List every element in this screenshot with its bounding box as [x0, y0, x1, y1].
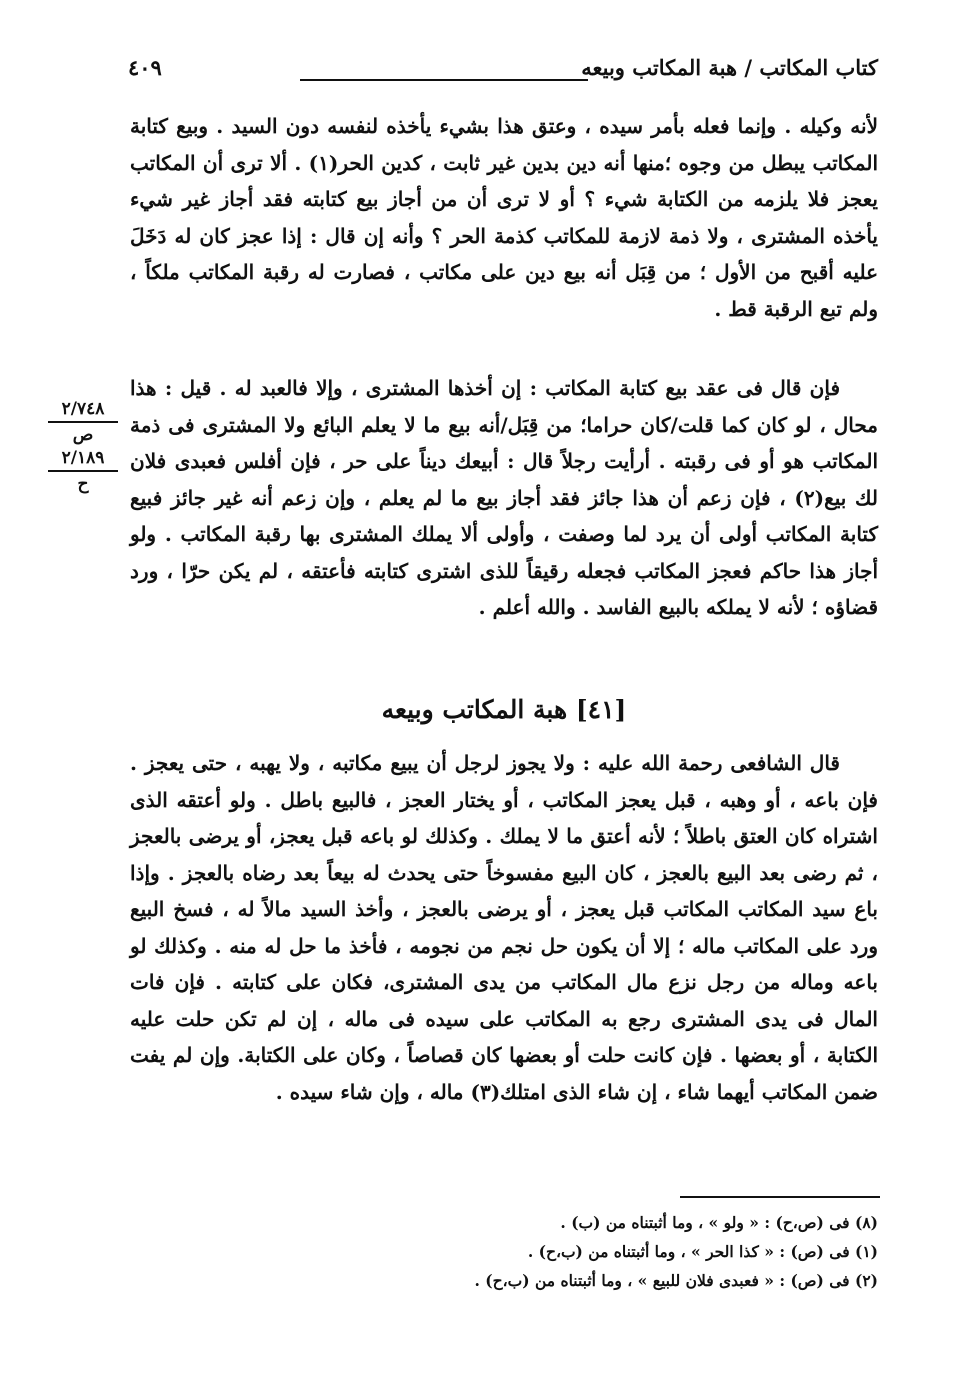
page-number: ٤٠٩ [128, 55, 162, 80]
footnote-1: (٨) فى (ص،ح) : « ولو » ، وما أثبتناه من (ب) . [560, 1213, 878, 1232]
margin-ref-1: ٢/٧٤٨ [48, 398, 118, 423]
paragraph-3 [130, 745, 878, 1110]
header-rule [300, 79, 588, 81]
running-header [128, 55, 878, 95]
margin-sig-1: ص [72, 425, 94, 445]
section-title: [٤١] هبة المكاتب وبيعه [381, 695, 627, 724]
paragraph-1: لأنه وكيله . وإنما فعله بأمر سيده ، وعتق هذا بشيء يأخذه لنفسه دون السيد . وبيع كتابة المكاتب يبطل من وجوه ؛منها أنه دين بدين غير ثابت ، كدين الحر(١) . ألا ترى أن المكاتب يعجز فلا يلزمه من الكتابة شيء ؟ أو لا ترى أن من أجاز بيع كتابته فقد أجاز غير شيء يأخذه المشترى ، ولا ذمة لازمة للمكاتب كذمة الحر ؟ وأنه إن قال : إذا عجز كان له دَخَلَ عليه أقبح من الأول ؛ من قِبَل أنه بيع دين على مكاتب ، فصارت له رقبة المكاتب ملكاً ، ولم تبع الرقبة قط . [130, 114, 878, 321]
footnotes [300, 1208, 878, 1295]
footnote-rule [680, 1196, 880, 1198]
header-title: كتاب المكاتب / هبة المكاتب وبيعه [581, 55, 878, 80]
paragraph-3-lead: قال الشافعى [730, 751, 840, 775]
paragraph-2: فإن قال فى عقد بيع كتابة المكاتب : إن أخذها المشترى ، وإلا فالعبد له . قيل : هذا محال ، لو كان كما قلت/كان حراما؛ من قِبَل/أنه بيع ما لا يعلم البائع ولا المشترى فى ذمة المكاتب هو أو فى رقبته . أرأيت رجلاً قال : أبيعك ديناً على حر ، فإن أفلس فعبدى فلان لك بيع(٢) ، فإن زعم أن هذا جائز فقد أجاز بيع ما لم يعلم ، وإن زعم أنه غير جائز فبيع كتابة المكاتب أولى أن يرد لما وصفت ، وأولى ألا يملك المشترى بها رقبة المكاتب . ولو أجاز هذا حاكم فعجز المكاتب فجعله رقيقاً للذى اشترى كتابته فأعتقه ، لم يكن حرّا ، ورد قضاؤه ؛ لأنه لا يملكه بالبيع الفاسد . والله أعلم . [130, 376, 879, 619]
margin-reference [48, 398, 118, 496]
paragraph-3-body: رحمة الله عليه : ولا يجوز لرجل أن يبيع مكاتبه ، ولا يهبه ، حتى يعجز . فإن باعه ، أو وهبه ، قبل يعجز المكاتب ، أو يختار العجز ، فالبيع باطل . ولو أعتقه الذى اشتراه كان العتق باطلاً ؛ لأنه أعتق ما لا يملك . وكذلك لو باعه قبل يعجز، أو يرضى بالعجز ، ثم رضى بعد البيع بالعجز ، كان البيع مفسوخاً حتى يحدث له بيعاً بعد رضاه بالعجز . وإذا باع سيد المكاتب المكاتب قبل يعجز ، أو يرضى بالعجز ، وأخذ السيد مالاً له ، فسخ البيع ورد على المكاتب ماله ؛ إلا أن يكون حل نجم من نجومه ، فأخذ ما حل له منه . وكذلك لو باعه وماله من رجل نزع مال المكاتب من يدى المشترى، فكان على كتابته . فإن فات المال فى يدى المشترى رجع به المكاتب على سيده فى ماله ، إن لم تكن حلت عليه الكتابة ، أو بعضها . فإن كانت حلت أو بعضها كان قصاصاً ، وكان على الكتابة. وإن لم يفت ضمن المكاتب أيهما شاء ، إن شاء الذى امتلك(٣) ماله ، وإن شاء سيده . [130, 751, 878, 1104]
footnote-3: (٢) فى (ص) : « فعبدى فلان للبيع » ، وما أثبتناه من (ب،ح) . [474, 1271, 878, 1290]
footnote-2: (١) فى (ص) : « كذا الحر » ، وما أثبتناه من (ب،ح) . [527, 1242, 878, 1261]
margin-ref-2: ٢/١٨٩ [48, 447, 118, 472]
margin-sig-2: ح [77, 474, 89, 494]
